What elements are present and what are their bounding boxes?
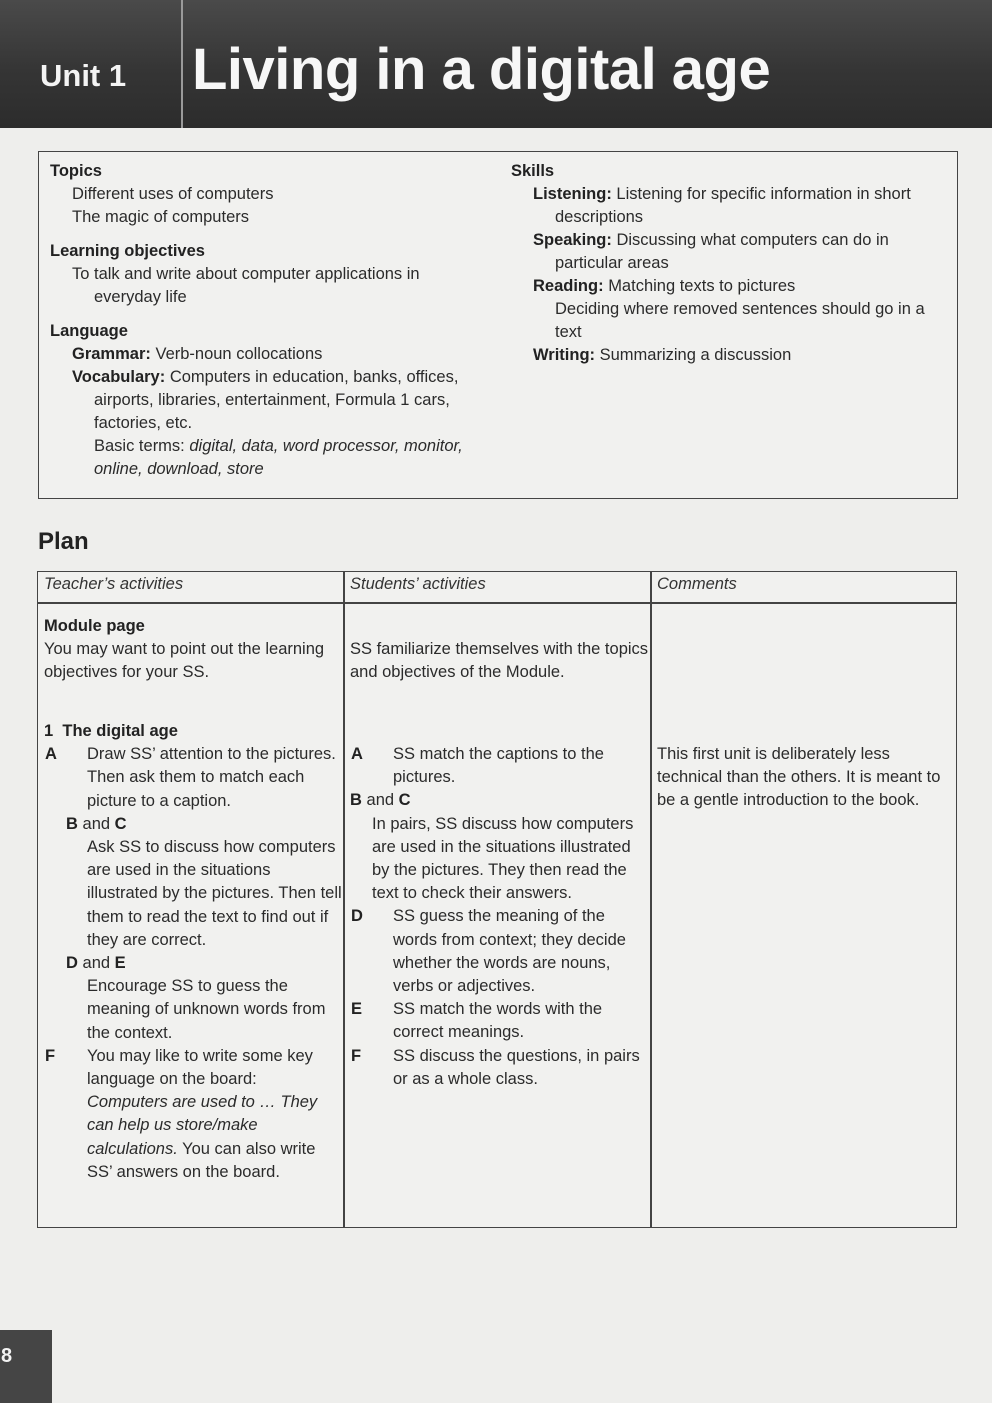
grammar-text: Verb-noun collocations xyxy=(155,345,323,363)
column-header-students: Students’ activities xyxy=(350,575,486,593)
step-text: SS guess the meaning of the words from context; they decide whether the words are nouns, verbs or adjectives. xyxy=(393,907,626,996)
vocabulary-label: Vocabulary: xyxy=(72,368,166,386)
step-text: SS match the captions to the pictures. xyxy=(393,745,604,787)
reading-label: Reading: xyxy=(533,277,604,295)
step-letter: E xyxy=(351,1000,363,1019)
teacher-step-a xyxy=(44,743,344,813)
topic-item: The magic of computers xyxy=(72,208,249,226)
page-header xyxy=(0,0,992,128)
grammar-label: Grammar: xyxy=(72,345,151,363)
section1-teacher-cell xyxy=(44,720,344,1184)
vocabulary-line xyxy=(50,366,490,435)
students-step-bc-text: In pairs, SS discuss how computers are used in the situations illustrated by the pictures. They then read the text to check their answers. xyxy=(372,814,634,903)
plan-heading: Plan xyxy=(38,528,89,555)
step-letter: A xyxy=(45,745,57,764)
step-letter-e: E xyxy=(114,954,126,973)
step-letter: D xyxy=(351,907,363,926)
writing-text: Summarizing a discussion xyxy=(599,346,792,364)
writing-line xyxy=(511,344,941,367)
section1-title: The digital age xyxy=(62,722,178,740)
reading-line xyxy=(511,275,941,298)
step-letter-d: D xyxy=(66,954,78,973)
step-text: You may like to write some key language on the board: xyxy=(87,1046,313,1089)
students-step-bc-label xyxy=(350,789,650,812)
objectives-heading: Learning objectives xyxy=(50,242,205,260)
listening-line xyxy=(511,183,941,229)
teacher-step-de-text: Encourage SS to guess the meaning of unknown words from the context. xyxy=(87,977,326,1042)
topics-heading: Topics xyxy=(50,162,102,180)
module-students-text: SS familiarize themselves with the topics and objectives of the Module. xyxy=(350,640,649,682)
column-header-teacher: Teacher’s activities xyxy=(44,575,184,593)
step-and: and xyxy=(82,954,111,973)
topic-item: Different uses of computers xyxy=(72,185,274,203)
teacher-step-f xyxy=(44,1045,344,1091)
step-letter-b: B xyxy=(350,791,362,810)
step-letter-c: C xyxy=(114,814,127,833)
column-divider xyxy=(650,572,652,1227)
section1-number: 1 xyxy=(44,722,54,740)
module-heading: Module page xyxy=(44,617,145,635)
writing-label: Writing: xyxy=(533,346,596,364)
key-language-example: Computers are used to … They can help us store/make calculations. xyxy=(87,1093,318,1158)
header-divider xyxy=(181,0,183,128)
section1-heading xyxy=(44,720,344,743)
step-text: SS discuss the questions, in pairs or as a whole class. xyxy=(393,1046,640,1088)
page-number: 8 xyxy=(1,1345,13,1367)
step-letter: F xyxy=(351,1046,362,1065)
skills-heading: Skills xyxy=(511,162,555,180)
teacher-step-bc-label xyxy=(44,813,344,836)
module-students-cell xyxy=(350,638,650,684)
step-letter-c: C xyxy=(398,791,411,810)
listening-label: Listening: xyxy=(533,185,612,203)
reading-line-2: Deciding where removed sentences should go in a text xyxy=(555,300,925,341)
students-step-e xyxy=(350,998,650,1044)
speaking-line xyxy=(511,229,941,275)
step-text: Draw SS’ attention to the pictures. Then ask them to match each picture to a caption. xyxy=(87,745,336,810)
step-letter: A xyxy=(351,745,363,763)
section1-students-cell xyxy=(350,743,650,1091)
overview-box xyxy=(38,151,958,499)
column-header-comments: Comments xyxy=(657,575,737,593)
plan-table xyxy=(37,571,957,1228)
step-and: and xyxy=(366,791,395,810)
basic-terms-prefix: Basic terms: xyxy=(94,437,185,455)
step-letter: F xyxy=(45,1046,56,1065)
students-step-a xyxy=(350,743,650,789)
comments-text: This first unit is deliberately less technical than the others. It is meant to be a gentle introduction to the book. xyxy=(657,745,941,810)
header-row-divider xyxy=(38,602,956,604)
basic-terms-list: digital, data, word processor, monitor, online, download, store xyxy=(94,437,463,478)
module-teacher-cell xyxy=(44,615,344,685)
language-heading: Language xyxy=(50,322,128,340)
teacher-step-f-example xyxy=(44,1091,344,1184)
basic-terms-line xyxy=(50,435,490,481)
reading-text: Matching texts to pictures xyxy=(608,277,796,295)
teacher-step-bc-text: Ask SS to discuss how computers are used in the situations illustrated by the pictures. Then tell them to read the text to find out if they are correct. xyxy=(87,838,342,949)
speaking-label: Speaking: xyxy=(533,231,612,249)
students-step-d xyxy=(350,905,650,998)
step-text: You can also write SS’ answers on the board. xyxy=(87,1139,316,1181)
grammar-line xyxy=(50,343,490,366)
vocabulary-text: Computers in education, banks, offices, airports, libraries, entertainment, Formula 1 cars, factories, etc. xyxy=(94,368,459,432)
objectives-text: To talk and write about computer applications in everyday life xyxy=(72,265,420,306)
step-letter-b: B xyxy=(66,814,78,833)
overview-left-column xyxy=(50,160,490,481)
module-teacher-text: You may want to point out the learning objectives for your SS. xyxy=(44,640,325,682)
unit-label: Unit 1 xyxy=(40,58,127,93)
students-step-f xyxy=(350,1045,650,1091)
step-text: SS match the words with the correct meanings. xyxy=(393,1000,603,1042)
page-title: Living in a digital age xyxy=(192,37,771,102)
step-and: and xyxy=(82,814,111,833)
teacher-step-de-label xyxy=(44,952,344,975)
speaking-text: Discussing what computers can do in particular areas xyxy=(555,231,889,272)
listening-text: Listening for specific information in short descriptions xyxy=(555,185,911,226)
section1-comments-cell xyxy=(657,743,947,813)
overview-right-column xyxy=(511,160,941,367)
